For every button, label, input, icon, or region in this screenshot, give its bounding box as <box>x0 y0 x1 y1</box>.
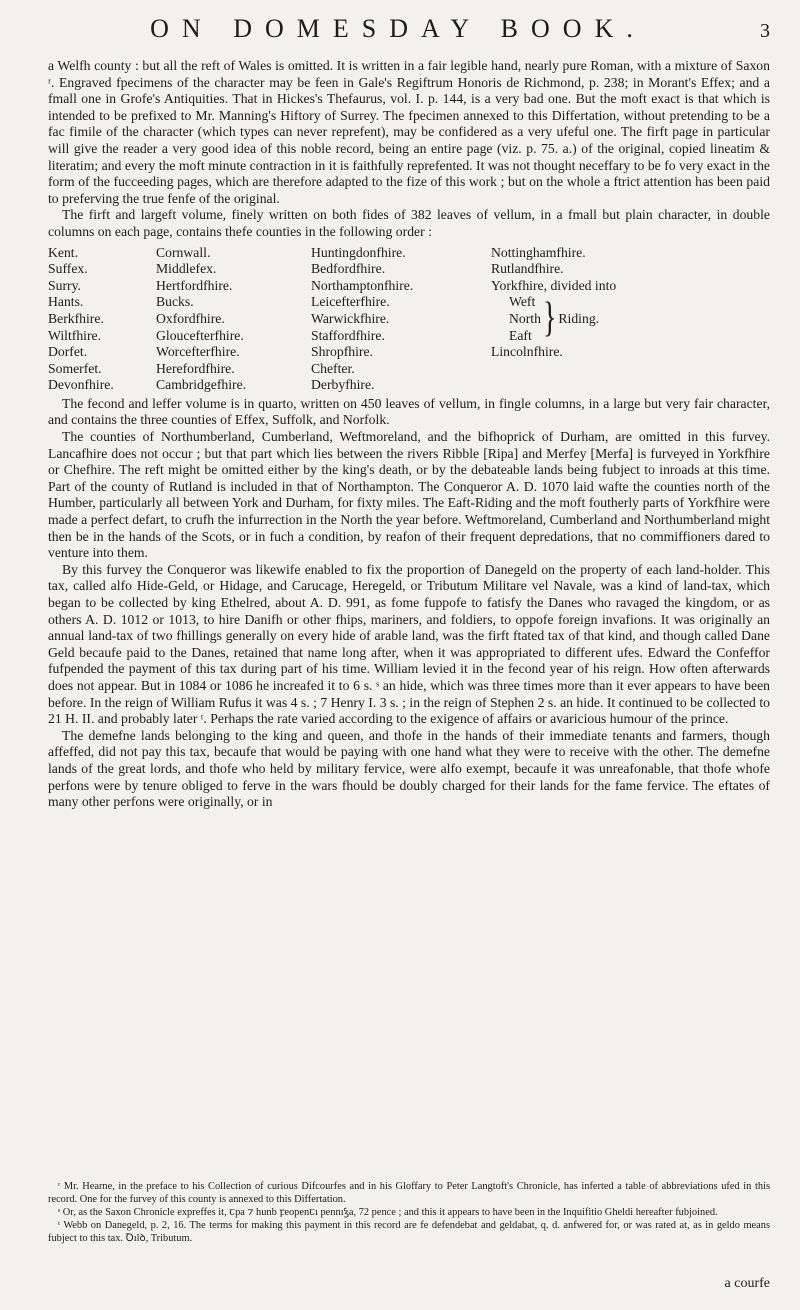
county: Devonfhire. <box>48 377 114 393</box>
riding-name: Eaft <box>509 327 532 343</box>
paragraph-omitted-counties: The counties of Northumberland, Cumberland, Weftmoreland, and the bifhoprick of Durham, are omitted in this furvey. Lancafhire does not occur ; but that part which lies between the rivers Ribble [Ripa] and Merfey [Merfa] is furveyed in Yorkfhire or Chefhire. The reft might be omitted either by the king's death, or by the debateable lands being fubject to inroads at this time. Part of the county of Rutland is included in that of Northampton. The Conqueror A. D. 1070 laid wafte the counties north of the Humber, particularly all between York and Durham, for fixty miles. The Eaft-Riding and the moft foutherly parts of Yorkfhire were made a perfect defart, to crufh the infurrection in the North the year before. Weftmoreland, Cumberland and Northumberland might then be in the hands of the Scots, or in fuch a condition, by reafon of their frequent depredations, that no commiffioners dared to venture into them. <box>48 429 770 561</box>
county: Bucks. <box>156 294 194 310</box>
county: Somerfet. <box>48 360 102 376</box>
county-column-4 <box>491 245 691 394</box>
county-column-3 <box>311 245 491 394</box>
catchword: a courfe <box>724 1276 770 1291</box>
paragraph-handwriting: a Welfh county : but all the reft of Wales is omitted. It is written in a fair legible hand, nearly pure Roman, with a mixture of Saxon ʳ. Engraved fpecimens of the character may be feen in Gale's Regiftrum Honoris de Richmond, p. 238; in Morant's Effex; and a fmall one in Grofe's Antiquities. That in Hickes's Thefaurus, vol. I. p. 144, is a very bad one. But the moft exact is that which is intended to be prefixed to Mr. Manning's Hiftory of Surrey. The fpecimen annexed to this Differtation, without pretending to be a fac fimile of the character (which types can never reprefent), may be confidered as a very ufeful one. The firft page in particular will give the reader a very good idea of this noble record, being an entire page (viz. p. 75. a.) of the original, copied lineatim & literatim; and every the moft minute contraction in it is faithfully reprefented. It was not thought neceffary to be fo very exact in the form of the fucceeding pages, which are therefore adapted to the fize of this work ; but on the whole a ftrict attention has been paid to preferving the true fenfe of the original. <box>48 58 770 206</box>
county: Surry. <box>48 277 81 293</box>
county-column-1 <box>48 245 156 394</box>
county: Middlefex. <box>156 261 217 277</box>
county: Hertfordfhire. <box>156 277 233 293</box>
footnote-r: ʳ Mr. Hearne, in the preface to his Collection of curious Difcourfes and in his Gloffary to Peter Langtoft's Chronicle, has inferted a table of abbreviations ufed in this record. One for the furvey of this county is annexed to this Differtation. <box>48 1181 770 1205</box>
county: Bedfordfhire. <box>311 261 386 277</box>
footnotes <box>48 1180 770 1245</box>
county: Shropfhire. <box>311 344 373 360</box>
county: Dorfet. <box>48 344 88 360</box>
paragraph-second-volume: The fecond and leffer volume is in quarto, written on 450 leaves of vellum, in fingle columns, in a large but very fair character, and contains the three counties of Effex, Suffolk, and Norfolk. <box>48 395 770 428</box>
county: Oxfordfhire. <box>156 310 225 326</box>
county: Derbyfhire. <box>311 377 375 393</box>
county: Worcefterfhire. <box>156 344 240 360</box>
county: Hants. <box>48 294 84 310</box>
county: Suffex. <box>48 261 88 277</box>
riding-name: Weft <box>509 294 536 310</box>
county: Lincolnfhire. <box>491 344 563 360</box>
county: Leicefterfhire. <box>311 294 390 310</box>
county: Yorkfhire, divided into <box>491 277 617 293</box>
footnote-t: ᵗ Webb on Danegeld, p. 2, 16. The terms for making this payment in this record are fe defendebat and geldabat, q. d. anfwered for, or was rated at, as in geldo means fubject to this tax. Ꝺılꝺ, Tributum. <box>48 1220 770 1244</box>
main-text <box>48 58 770 811</box>
county: Berkfhire. <box>48 310 104 326</box>
footnote-s: ˢ Or, as the Saxon Chronicle expreffes it, ꞇpa ⁊ hunb ꝼeopenꞇı pennıꝣa, 72 pence ; and this it appears to have been in the Inquifitio Gheldi hereafter fubjoined. <box>58 1207 718 1218</box>
paragraph-first-volume: The firft and largeft volume, finely written on both fides of 382 leaves of vellum, in a fmall but plain character, in double columns on each page, contains thefe counties in the following order : <box>48 207 770 239</box>
county: Kent. <box>48 244 79 260</box>
county: Chefter. <box>311 360 355 376</box>
county: Warwickfhire. <box>311 310 390 326</box>
county: Staffordfhire. <box>311 327 385 343</box>
paragraph-danegeld: By this furvey the Conqueror was likewife enabled to fix the proportion of Danegeld on the property of each land-holder. This tax, called alfo Hide-Geld, or Hidage, and Carucage, Heregeld, or Tributum Militare vel Navale, was a kind of land-tax, which began to be collected by king Ethelred, about A. D. 991, as fome fuppofe to fatisfy the Danes who ravaged the kingdom, or as others A. D. 1012 or 1013, to hire Danifh or other fhips, mariners, and foldiers, to oppofe foreign invafions. It was originally an annual land-tax of two fhillings generally on every hide of arable land, was the firft ftated tax of that kind, and though called Dane Geld becaufe paid to the Danes, retained that name long after, when it was appropriated to different ufes. Edward the Confeffor fufpended the payment of this tax during part of his time. William levied it in the fecond year of his reign. How often afterwards does not appear. But in 1084 or 1086 he increafed it to 6 s. ˢ an hide, which was three times more than it ever appears to have been before. In the reign of William Rufus it was 4 s. ; 7 Henry I. 3 s. ; in the reign of Stephen 2 s. an hide. It continued to be collected to 21 H. II. and probably later ᵗ. Perhaps the rate varied according to the exigence of affairs or avaricious humour of the prince. <box>48 561 770 727</box>
riding-label: Riding. <box>558 310 600 326</box>
county: Huntingdonfhire. <box>311 244 406 260</box>
page-number: 3 <box>760 20 770 42</box>
brace-icon: } <box>542 295 557 342</box>
running-title: ON DOMESDAY BOOK. <box>150 14 646 43</box>
county: Herefordfhire. <box>156 360 235 376</box>
county: Wiltfhire. <box>48 327 102 343</box>
riding-names <box>491 294 541 344</box>
county: Rutlandfhire. <box>491 261 564 277</box>
riding-group <box>491 294 691 344</box>
county: Northamptonfhire. <box>311 277 414 293</box>
county: Cornwall. <box>156 244 211 260</box>
paragraph-demesne: The demefne lands belonging to the king and queen, and thofe in the hands of their immediate tenants and farmers, though affeffed, did not pay this tax, becaufe that would be paying with one hand what they were to receive with the other. The demefne lands of the great lords, and thofe who held by military fervice, were alfo exempt, becaufe it was unreafonable, that thofe whofe perfons were by tenure obliged to ferve in the wars fhould be doubly charged for their lands for the fame fervice. The eftates of many other perfons were originally, or in <box>48 727 770 810</box>
county-column-2 <box>156 245 311 394</box>
page-header <box>48 14 770 54</box>
county: Nottinghamfhire. <box>491 244 586 260</box>
county: Gloucefterfhire. <box>156 327 244 343</box>
county: Cambridgefhire. <box>156 377 247 393</box>
riding-name: North <box>509 310 541 326</box>
county-list <box>48 245 770 394</box>
